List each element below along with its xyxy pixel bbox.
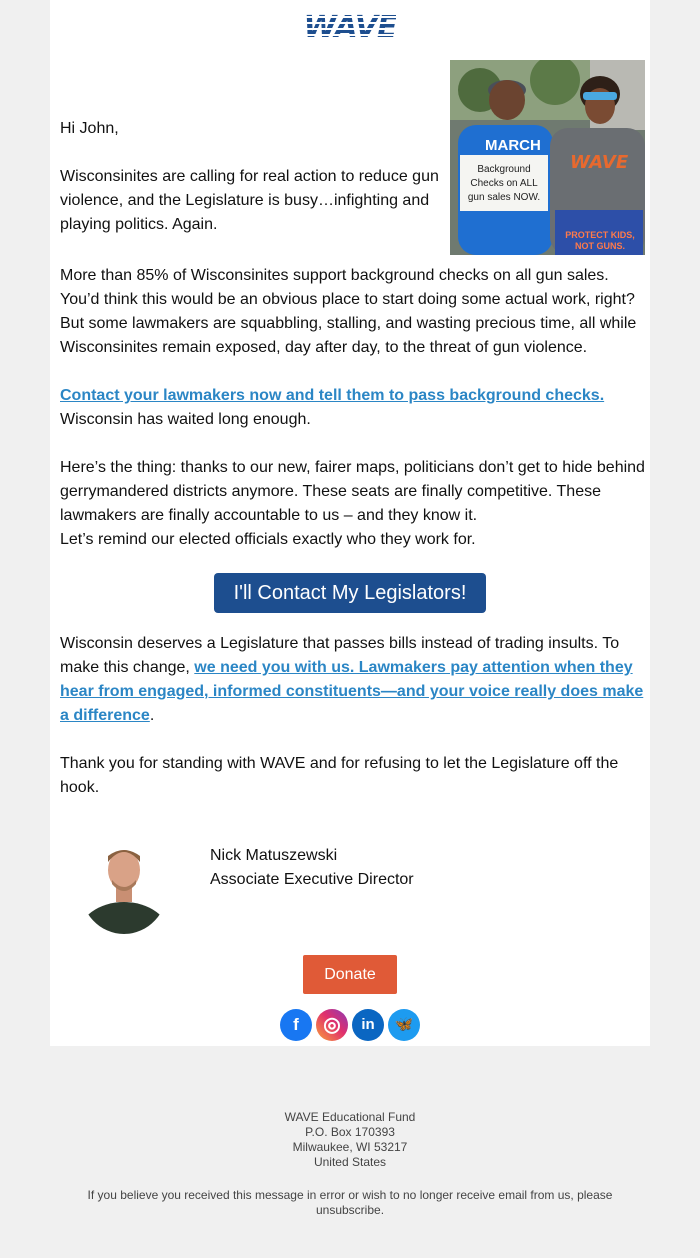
shirt-left-text: MARCH [485,137,541,154]
footer-address-line-2: Milwaukee, WI 53217 [292,1140,408,1154]
contact-after-text: Wisconsin has waited long enough. [60,411,311,428]
signature-title: Associate Executive Director [210,871,414,888]
instagram-icon[interactable]: ◎ [316,1009,348,1041]
sign-line-1: Background [477,164,531,175]
sign2-line-1: PROTECT KIDS, [565,230,635,240]
footer-country: United States [313,1155,387,1169]
bluesky-icon[interactable]: 🦋 [388,1009,420,1041]
signature [210,844,414,892]
paragraph-support: More than 85% of Wisconsinites support background checks on all gun sales. You’d think this would be an obvious place to start doing some actual work, right? But some lawmakers are squabbling, stalling, and wasting precious time, all while Wisconsinites remain exposed, day after day, to the threat of gun violence. [60,267,637,356]
footer-unsubscribe [80,1188,620,1218]
facebook-icon[interactable]: f [280,1009,312,1041]
shirt-right-text: WAVE [570,152,629,173]
paragraph-change [60,632,650,728]
footer-address [50,1110,650,1170]
maps-text: Here’s the thing: thanks to our new, fairer maps, politicians don’t get to hide behind gerrymandered districts anymore. These seats are finally competitive. These lawmakers are finally accountable to us – and they know it. [60,459,645,524]
sign-line-3: gun sales NOW. [467,192,541,203]
contact-lawmakers-link[interactable]: Contact your lawmakers now and tell them to pass background checks. [60,387,605,404]
unsubscribe-link[interactable]: unsubscribe [315,1203,381,1217]
paragraph-intro: Wisconsinites are calling for real action to reduce gun violence, and the Legislature is busy…infighting and playing politics. Again. [60,168,439,233]
change-prefix: Wisconsin deserves a Legislature that passes bills instead of trading insults. To make this change, [60,635,620,676]
sign2-line-2: NOT GUNS. [574,241,626,251]
signature-name: Nick Matuszewski [210,847,338,864]
footer-address-line-1: P.O. Box 170393 [305,1125,395,1139]
sign-line-2: Checks on ALL [470,178,538,189]
donate-button[interactable]: Donate [303,955,397,994]
greeting: Hi John, [60,120,119,137]
change-suffix: . [149,707,155,724]
paragraph-contact [60,384,650,432]
logo-text: WAVE [303,10,397,45]
hero-photo [450,60,645,255]
avatar [80,840,168,934]
remind-text: Let’s remind our elected officials exactly who they work for. [60,531,476,548]
contact-legislators-button[interactable]: I'll Contact My Legislators! [214,573,486,613]
hero-photo-art [450,60,645,255]
avatar-art [80,840,168,934]
unsubscribe-end: . [380,1203,385,1217]
linkedin-icon[interactable]: in [352,1009,384,1041]
paragraph-maps [60,456,650,552]
engaged-constituents-link[interactable]: we need you with us. Lawmakers pay attention when they hear from engaged, informed constituents—and your voice really does make a difference [60,659,644,724]
wave-logo[interactable] [50,12,650,44]
email-card [50,0,650,1046]
unsubscribe-text: If you believe you received this message in error or wish to no longer receive email from us, please [87,1188,613,1202]
footer-org: WAVE Educational Fund [284,1110,416,1124]
paragraph-thanks: Thank you for standing with WAVE and for refusing to let the Legislature off the hook. [60,755,619,796]
